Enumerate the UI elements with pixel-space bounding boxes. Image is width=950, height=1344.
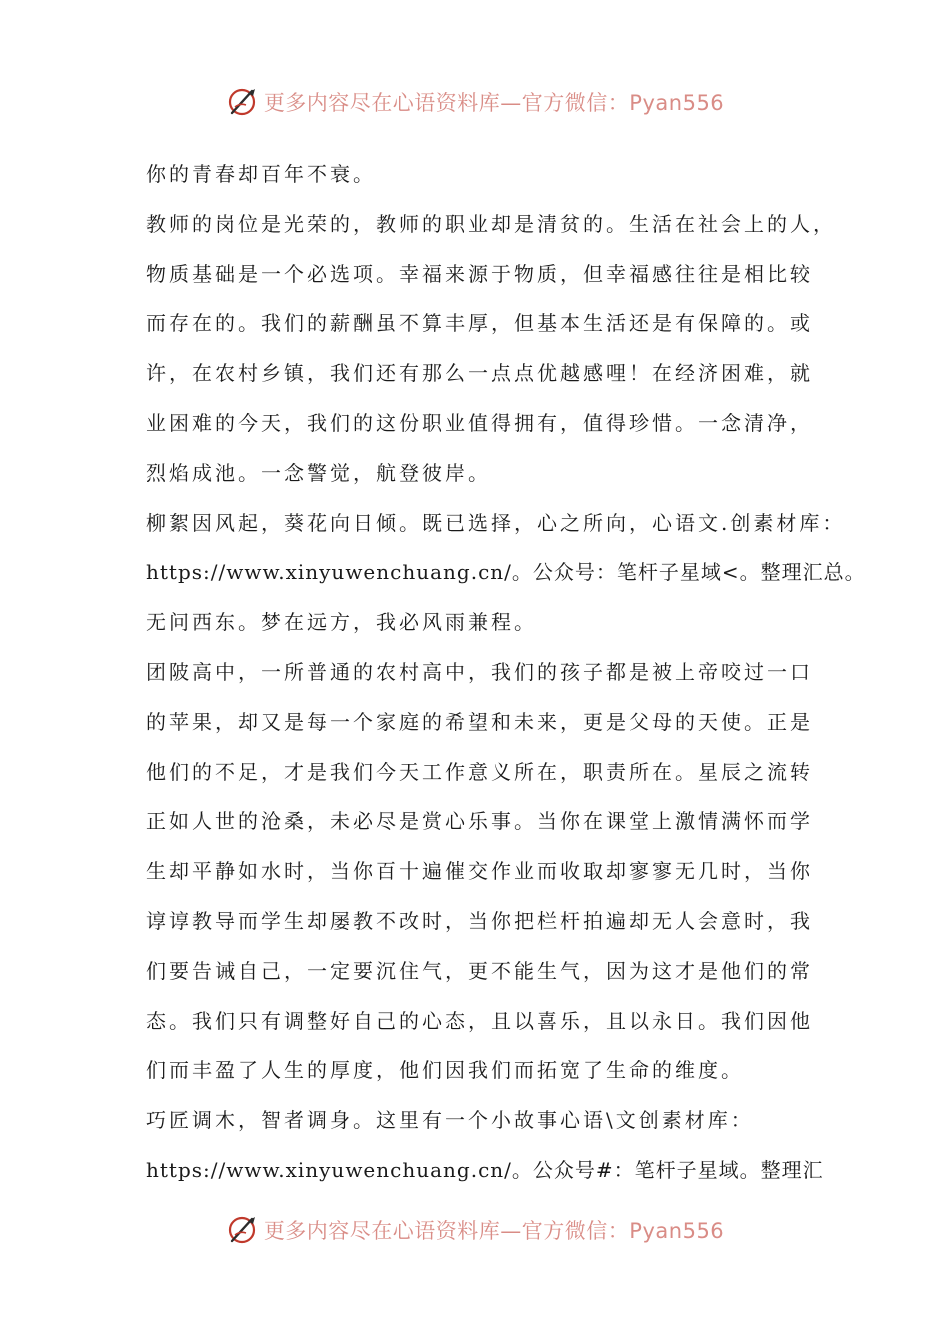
header-banner-text: 更多内容尽在心语资料库—官方微信：Pyan556	[263, 91, 725, 115]
text-line: 许，在农村乡镇，我们还有那么一点点优越感哩！在经济困难，就	[146, 361, 813, 386]
text-line: 巧匠调木，智者调身。这里有一个小故事心语\文创素材库：	[146, 1108, 754, 1133]
text-line: 你的青春却百年不衰。	[146, 162, 376, 186]
text-line: 业困难的今天，我们的这份职业值得拥有，值得珍惜。一念清净，	[146, 410, 813, 435]
text-line-url: https://www.xinyuwenchuang.cn/。公众号：笔杆子星域<。整理汇总。	[146, 560, 866, 585]
text-line: 生却平静如水时，当你百十遍催交作业而收取却寥寥无几时，当你	[146, 859, 813, 884]
text-line: 他们的不足，才是我们今天工作意义所在，职责所在。星辰之流转	[146, 759, 813, 784]
text-line: 无问西东。梦在远方，我必风雨兼程。	[146, 610, 537, 635]
text-line: 们而丰盈了人生的厚度，他们因我们而拓宽了生命的维度。	[146, 1058, 744, 1083]
text-line-url: https://www.xinyuwenchuang.cn/。公众号#：笔杆子星域。整理汇	[146, 1157, 824, 1182]
text-line: 谆谆教导而学生却屡教不改时，当你把栏杆拍遍却无人会意时，我	[146, 908, 813, 933]
header-banner	[0, 82, 950, 122]
text-line: 态。我们只有调整好自己的心态，且以喜乐，且以永日。我们因他	[146, 1008, 813, 1033]
text-line: 教师的岗位是光荣的，教师的职业却是清贫的。生活在社会上的人，	[146, 211, 836, 236]
footer-banner-text: 更多内容尽在心语资料库—官方微信：Pyan556	[263, 1219, 725, 1243]
text-line: 团陂高中，一所普通的农村高中，我们的孩子都是被上帝咬过一口	[146, 659, 813, 684]
text-line: 而存在的。我们的薪酬虽不算丰厚，但基本生活还是有保障的。或	[146, 311, 813, 336]
text-line: 的苹果，却又是每一个家庭的希望和未来，更是父母的天使。正是	[146, 709, 813, 734]
text-line: 烈焰成池。一念警觉，航登彼岸。	[146, 460, 491, 485]
text-line: 们要告诫自己，一定要沉住气，更不能生气，因为这才是他们的常	[146, 958, 813, 983]
text-line: 柳絮因风起，葵花向日倾。既已选择，心之所向，心语文.创素材库：	[146, 510, 846, 535]
document-body	[146, 150, 866, 1196]
text-line: 物质基础是一个必选项。幸福来源于物质，但幸福感往往是相比较	[146, 261, 813, 286]
pen-logo-icon	[226, 85, 260, 119]
pen-logo-icon	[226, 1213, 260, 1247]
text-line: 正如人世的沧桑，未必尽是赏心乐事。当你在课堂上激情满怀而学	[146, 809, 813, 834]
footer-banner	[0, 1210, 950, 1250]
